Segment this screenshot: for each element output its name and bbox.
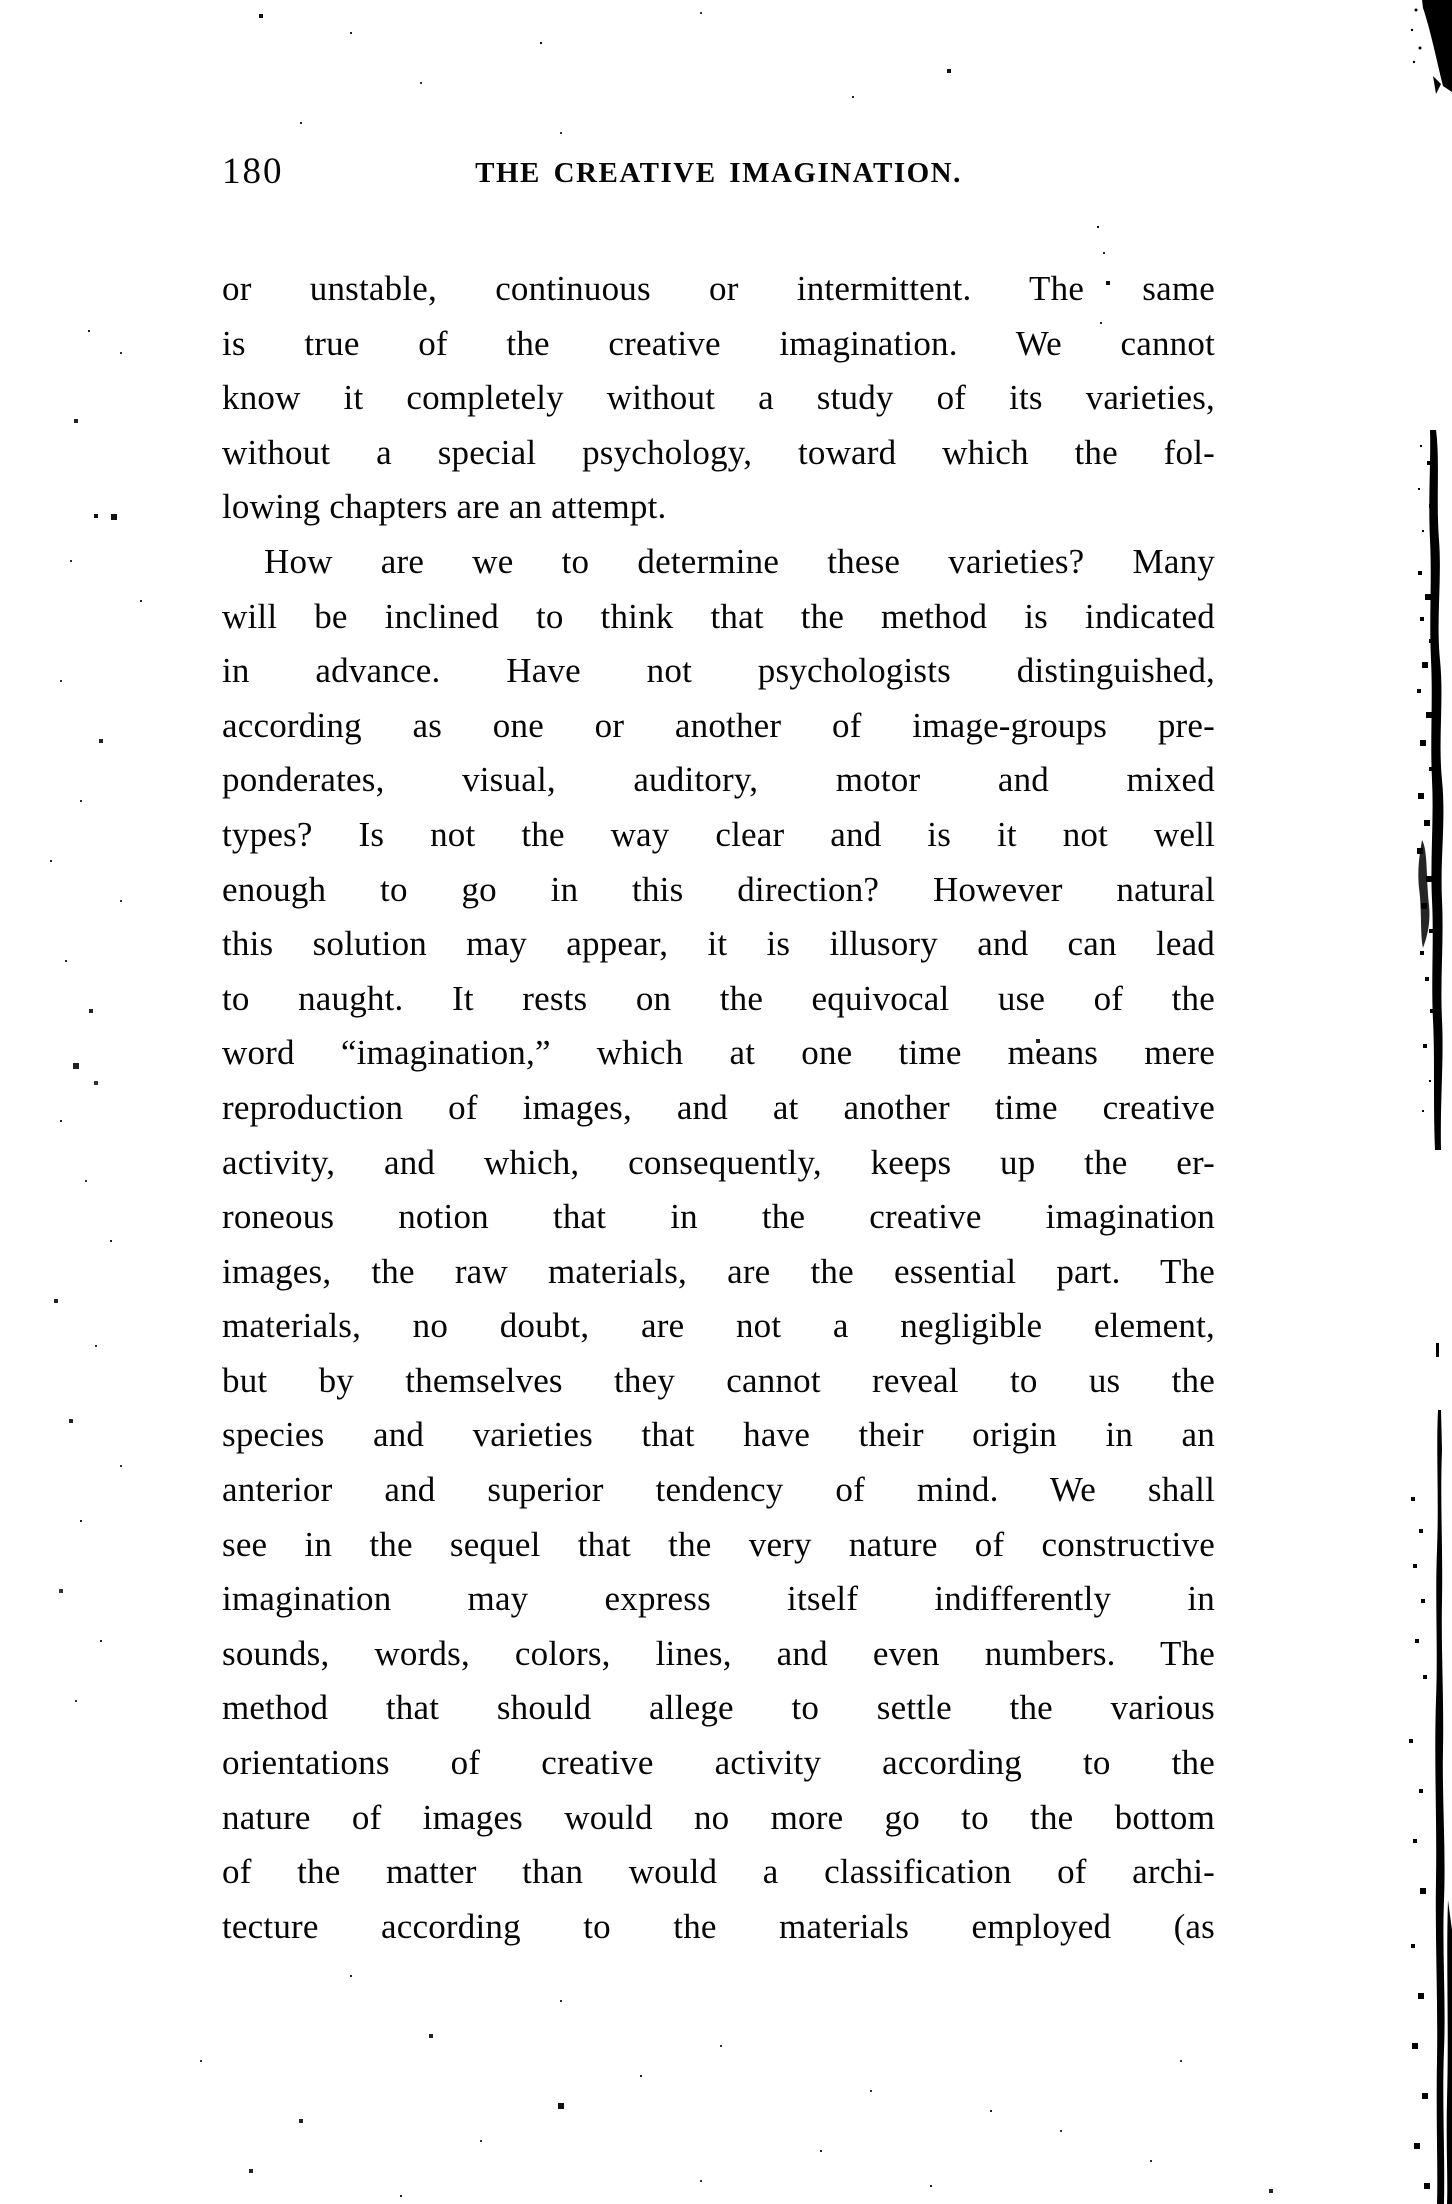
running-title: THE CREATIVE IMAGINATION. — [475, 157, 962, 189]
scan-artifact-right-edge — [1392, 0, 1452, 2204]
text-line: types? Is not the way clear and is it not well — [222, 814, 1215, 854]
text-line: in advance. Have not psychologists distinguished, — [222, 651, 1215, 691]
text-line: enough to go in this direction? However natural — [222, 869, 1215, 909]
text-line: images, the raw materials, are the essential part. The — [222, 1251, 1215, 1291]
text-line: orientations of creative activity according to the — [222, 1743, 1215, 1783]
scan-speckles-bottom — [0, 0, 2, 2]
text-line: materials, no doubt, are not a negligible element, — [222, 1306, 1215, 1346]
text-line: anterior and superior tendency of mind. We shall — [222, 1470, 1215, 1510]
paragraph-1 — [222, 262, 1215, 535]
page-number: 180 — [222, 151, 284, 192]
text-line: lowing chapters are an attempt. — [222, 487, 667, 527]
text-line: method that should allege to settle the various — [222, 1688, 1215, 1728]
page-header — [222, 150, 1215, 198]
scan-speckles — [0, 0, 2, 2]
text-line: reproduction of images, and at another time creative — [222, 1087, 1215, 1127]
text-line: tecture according to the materials employed (as — [222, 1906, 1215, 1946]
text-line: see in the sequel that the very nature of constructive — [222, 1524, 1215, 1564]
paragraph-2 — [222, 535, 1215, 1954]
text-line: imagination may express itself indifferently in — [222, 1579, 1215, 1619]
text-line: without a special psychology, toward which the fol- — [222, 432, 1215, 472]
text-line: to naught. It rests on the equivocal use of the — [222, 978, 1215, 1018]
text-line: species and varieties that have their origin in an — [222, 1415, 1215, 1455]
text-line: activity, and which, consequently, keeps up the er- — [222, 1142, 1215, 1182]
text-line: know it completely without a study of its varieties, — [222, 378, 1215, 418]
text-line: nature of images would no more go to the bottom — [222, 1797, 1215, 1837]
text-line: How are we to determine these varieties? Many — [264, 541, 1215, 581]
text-line: but by themselves they cannot reveal to us the — [222, 1360, 1215, 1400]
text-line: according as one or another of image-groups pre- — [222, 705, 1215, 745]
text-line: word “imagination,” which at one time means mere — [222, 1033, 1215, 1073]
scan-speckles-right — [0, 0, 2, 2]
text-line: sounds, words, colors, lines, and even numbers. The — [222, 1633, 1215, 1673]
text-line: is true of the creative imagination. We cannot — [222, 323, 1215, 363]
text-line: this solution may appear, it is illusory and can lead — [222, 924, 1215, 964]
text-line: of the matter than would a classification of archi- — [222, 1852, 1215, 1892]
text-line: will be inclined to think that the method is indicated — [222, 596, 1215, 636]
body-text — [222, 262, 1215, 1954]
text-line: or unstable, continuous or intermittent. The same — [222, 269, 1215, 308]
text-line: ponderates, visual, auditory, motor and mixed — [222, 760, 1215, 800]
text-line: roneous notion that in the creative imagination — [222, 1197, 1215, 1237]
